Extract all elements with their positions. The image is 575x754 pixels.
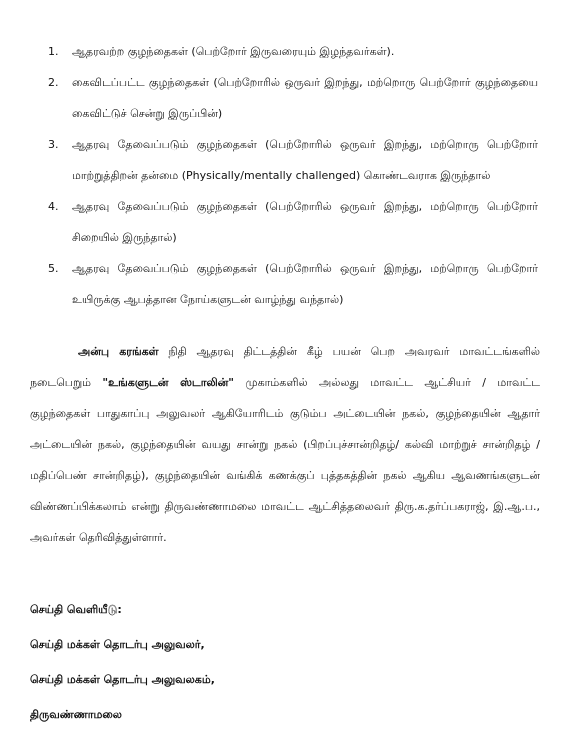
paragraph-text-1: நிதி ஆதரவு திட்டத்தின் கீழ் பயன் பெற அவரவர் மாவட்டங்களில் நடைபெறும்	[30, 345, 540, 389]
press-release-signature	[30, 592, 215, 732]
signature-line: செய்தி வெளியீடு:	[30, 603, 122, 616]
signature-line: செய்தி மக்கள் தொடர்பு அலுவலகம்,	[30, 673, 215, 686]
list-item	[48, 253, 538, 315]
list-number: 1.	[48, 45, 59, 58]
paragraph-text-2: முகாம்களில் அல்லது மாவட்ட ஆட்சியர் / மாவட்ட குழந்தைகள் பாதுகாப்பு அலுவலர் ஆகியோரிடம் குடும்ப அட்டையின் நகல், குழந்தையின் ஆதார் அட்டையின் நகல், குழந்தையின் வயது சான்று நகல் (பிறப்புச்சான்றிதழ்/ கல்வி மாற்றுச் சான்றிதழ் / மதிப்பெண் சான்றிதழ்), குழந்தையின் வங்கிக் கணக்குப் புத்தகத்தின் நகல் ஆகிய ஆவணங்களுடன் விண்ணப்பிக்கலாம் என்று திருவண்ணாமலை மாவட்ட ஆட்சித்தலைவர் திரு.க.தர்ப்பகராஜ், இ.ஆ.ப., அவர்கள் தெரிவித்துள்ளார்.	[30, 376, 540, 544]
signature-line: திருவண்ணாமலை	[30, 708, 122, 721]
list-number: 4.	[48, 200, 59, 213]
list-number: 2.	[48, 76, 59, 89]
signature-line: செய்தி மக்கள் தொடர்பு அலுவலர்,	[30, 638, 205, 651]
list-item	[48, 129, 538, 191]
list-text: ஆதரவற்ற குழந்தைகள் (பெற்றோர் இருவரையும் இழந்தவர்கள்).	[72, 45, 395, 58]
scheme-name: அன்பு கரங்கள்	[78, 345, 159, 358]
list-text: ஆதரவு தேவைப்படும் குழந்தைகள் (பெற்றோரில் ஒருவர் இறந்து, மற்றொரு பெற்றோர் உயிருக்கு ஆபத்தான நோய்களுடன் வாழ்ந்து வந்தால்)	[72, 262, 538, 306]
list-text: கைவிடப்பட்ட குழந்தைகள் (பெற்றோரில் ஒருவர் இறந்து, மற்றொரு பெற்றோர் குழந்தையை கைவிட்டுச் சென்று இருப்பின்)	[72, 76, 538, 120]
list-item	[48, 36, 538, 67]
eligibility-list	[48, 36, 538, 315]
list-number: 5.	[48, 262, 59, 275]
list-item	[48, 191, 538, 253]
list-text: ஆதரவு தேவைப்படும் குழந்தைகள் (பெற்றோரில் ஒருவர் இறந்து, மற்றொரு பெற்றோர் சிறையில் இருந்தால்)	[72, 200, 538, 244]
list-text: ஆதரவு தேவைப்படும் குழந்தைகள் (பெற்றோரில் ஒருவர் இறந்து, மற்றொரு பெற்றோர் மாற்றுத்திறன் தன்மை (Physically/mentally challenged) கொண்டவராக இருந்தால்	[72, 138, 538, 182]
body-paragraph	[30, 336, 540, 553]
list-number: 3.	[48, 138, 59, 151]
camp-name: "உங்களுடன் ஸ்டாலின்"	[102, 376, 235, 389]
list-item	[48, 67, 538, 129]
